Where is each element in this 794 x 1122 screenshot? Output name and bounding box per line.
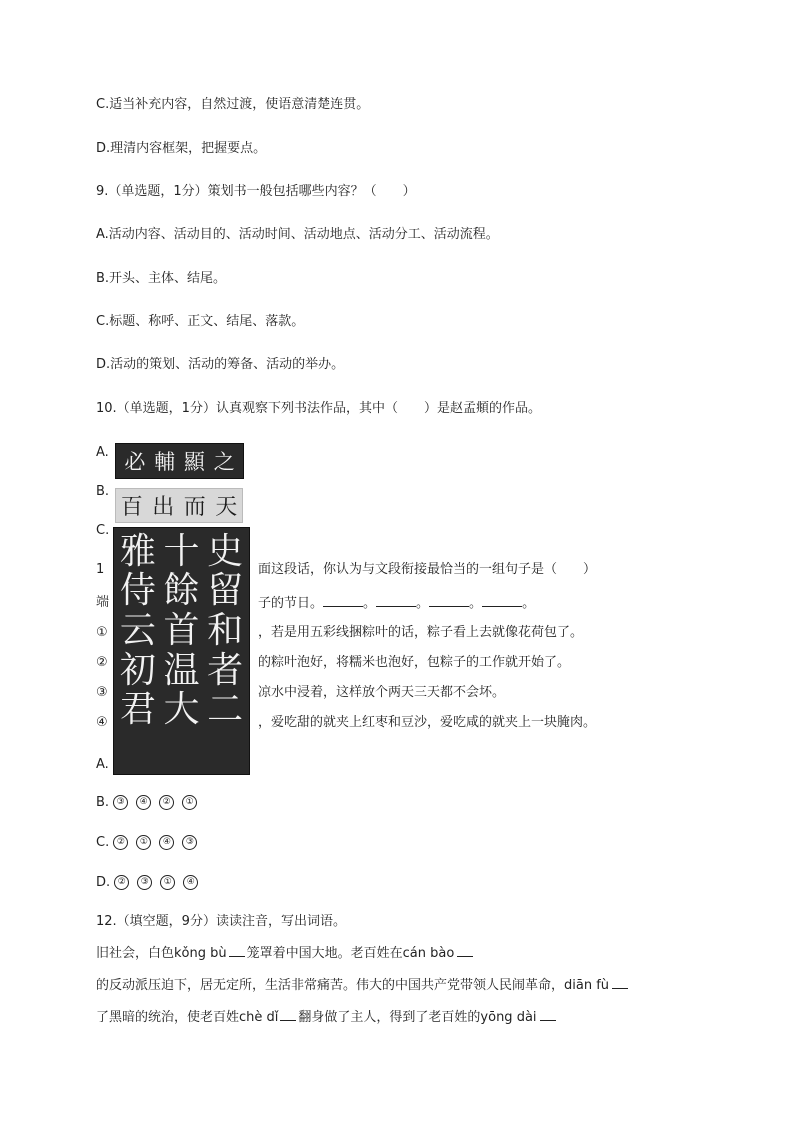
q12-blank-2[interactable] [457, 944, 473, 957]
calligraphy-image-a [115, 443, 244, 479]
q12-stem: 12.（填空题，9分）读读注音，写出词语。 [96, 914, 346, 929]
q11-blank-4[interactable] [482, 594, 522, 607]
callig-char: 史 [207, 530, 244, 572]
q12-line-1: 旧社会，白色kǒng bù 笼罩着中国大地。老百姓在cán bào [96, 944, 473, 963]
num-circle: ③ [113, 795, 128, 810]
callig-char: 十 [163, 530, 200, 572]
callig-char: 者 [207, 649, 244, 691]
callig-char: 留 [207, 570, 244, 612]
num-circle: ④ [136, 795, 151, 810]
callig-char: 而 [183, 495, 206, 520]
q11-sentence-4-prefix: ④ [96, 715, 108, 730]
q11-line1: 子的节日。 。 。 。 。 [258, 596, 536, 611]
callig-char: 必 [124, 450, 146, 474]
num-circle: ① [136, 835, 151, 850]
calligraphy-image-b [115, 488, 243, 523]
q11-blank-1[interactable] [323, 594, 363, 607]
callig-char: 天 [215, 495, 238, 520]
q11-line1-prefix: 端 [96, 595, 110, 610]
q10-stem: 10.（单选题，1分）认真观察下列书法作品，其中（ ）是赵孟頫的作品。 [96, 401, 541, 416]
q11-option-a: A. [96, 757, 109, 772]
q12-blank-5[interactable] [540, 1008, 556, 1021]
q11-option-d: D. ② ③ ① ④ [96, 874, 206, 892]
callig-char: 輔 [154, 450, 176, 474]
q11-sentence-3-prefix: ③ [96, 685, 108, 700]
pinyin: chè dǐ [239, 1010, 279, 1025]
callig-char: 出 [152, 495, 175, 520]
callig-char: 温 [163, 649, 200, 691]
q10-label-b: B. [96, 484, 110, 499]
num-circle: ④ [159, 835, 174, 850]
q12-blank-1[interactable] [229, 944, 245, 957]
num-circle: ① [182, 795, 197, 810]
pinyin: cán bào [402, 946, 455, 961]
num-circle: ③ [182, 835, 197, 850]
q11-sentence-1-prefix: ① [96, 625, 108, 640]
q8-option-d: D.理清内容框架，把握要点。 [96, 141, 267, 156]
callig-char: 百 [120, 495, 143, 520]
q11-sentence-3: 凉水中浸着，这样放个两天三天都不会坏。 [258, 685, 506, 700]
q11-blank-2[interactable] [376, 594, 416, 607]
num-circle: ② [113, 835, 128, 850]
q11-sentence-2: 的粽叶泡好，将糯米也泡好，包粽子的工作就开始了。 [258, 655, 571, 670]
q9-option-d: D.活动的策划、活动的筹备、活动的举办。 [96, 357, 345, 372]
callig-char: 顯 [183, 450, 205, 474]
q11-sentence-2-prefix: ② [96, 655, 108, 670]
q11-line1-text: 子的节日。 [258, 596, 324, 611]
callig-char: 侍 [119, 570, 156, 612]
callig-char: 首 [163, 610, 200, 652]
q10-label-a: A. [96, 445, 109, 460]
callig-char: 餘 [163, 570, 200, 612]
q11-stem: 面这段话，你认为与文段衔接最恰当的一组句子是（ ） [258, 562, 597, 577]
q12-line-2: 的反动派压迫下，居无定所，生活非常痛苦。伟大的中国共产党带领人民闹革命，diān fù [96, 976, 628, 995]
callig-char: 君 [119, 689, 156, 731]
q9-option-c: C.标题、称呼、正文、结尾、落款。 [96, 314, 305, 329]
q9-stem: 9.（单选题，1分）策划书一般包括哪些内容？（ ） [96, 184, 416, 199]
q11-option-b: B. ③ ④ ② ① [96, 794, 205, 812]
callig-char: 云 [119, 610, 156, 652]
q11-stem-prefix: 1 [96, 562, 105, 577]
q11-sentence-1: ，若是用五彩线捆粽叶的话，粽子看上去就像花荷包了。 [258, 625, 584, 640]
callig-char: 二 [207, 689, 244, 731]
q8-option-c: C.适当补充内容，自然过渡，使语意清楚连贯。 [96, 97, 370, 112]
q12-blank-4[interactable] [280, 1008, 296, 1021]
q11-sentence-4: ，爱吃甜的就夹上红枣和豆沙，爱吃咸的就夹上一块腌肉。 [258, 715, 597, 730]
q11-option-c: C. ② ① ④ ③ [96, 834, 205, 852]
callig-char: 和 [207, 610, 244, 652]
pinyin: yōng dài [480, 1010, 537, 1025]
num-circle: ② [114, 875, 129, 890]
callig-char: 雅 [119, 530, 156, 572]
callig-char: 初 [119, 649, 156, 691]
calligraphy-image-c [113, 527, 250, 775]
num-circle: ④ [183, 875, 198, 890]
q9-option-b: B.开头、主体、结尾。 [96, 271, 227, 286]
q10-label-c: C. [96, 523, 110, 538]
num-circle: ③ [137, 875, 152, 890]
callig-char: 大 [163, 689, 200, 731]
q12-blank-3[interactable] [612, 976, 628, 989]
num-circle: ① [160, 875, 175, 890]
pinyin: kǒng bù [174, 946, 227, 961]
q11-blank-3[interactable] [429, 594, 469, 607]
pinyin: diān fù [564, 978, 610, 993]
q9-option-a: A.活动内容、活动目的、活动时间、活动地点、活动分工、活动流程。 [96, 227, 499, 242]
callig-char: 之 [213, 450, 235, 474]
q12-line-3: 了黑暗的统治，使老百姓chè dǐ 翻身做了主人，得到了老百姓的yōng dài [96, 1008, 556, 1027]
num-circle: ② [159, 795, 174, 810]
